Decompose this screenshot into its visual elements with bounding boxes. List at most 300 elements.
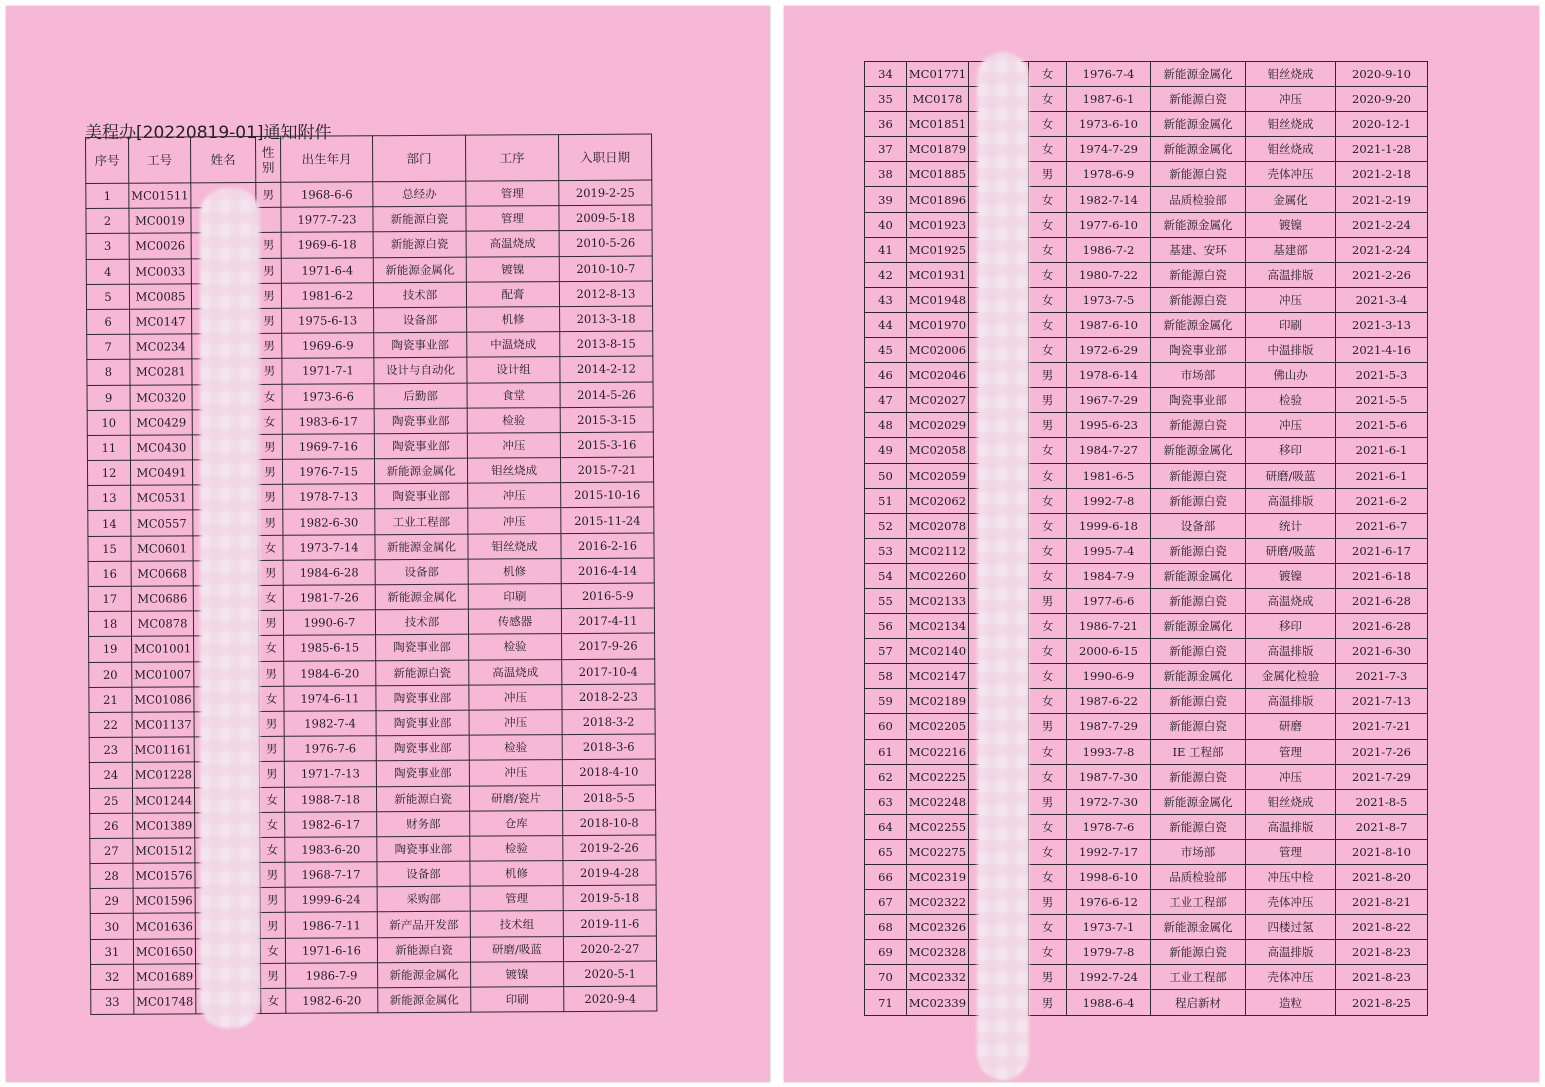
table-row — [87, 457, 653, 486]
cell-process: 印刷 — [468, 584, 561, 610]
table-row — [88, 558, 654, 587]
cell-birth-date: 1973-6-10 — [1067, 112, 1151, 137]
cell-employee-id: MC02248 — [907, 789, 969, 814]
table-row — [87, 382, 653, 411]
cell-index: 7 — [87, 334, 130, 359]
cell-gender: 男 — [259, 736, 284, 761]
cell-department: 新能源金属化 — [374, 458, 467, 484]
cell-process: 研磨/吸蓝 — [1246, 463, 1336, 488]
cell-department: 设备部 — [374, 307, 467, 333]
cell-birth-date: 1971-6-4 — [281, 257, 373, 283]
cell-birth-date: 1969-6-9 — [282, 333, 374, 359]
cell-birth-date: 1978-7-6 — [1067, 814, 1151, 839]
table-row — [86, 205, 652, 234]
cell-employee-id: MC02147 — [907, 664, 969, 689]
cell-index: 1 — [86, 183, 129, 208]
table-row — [865, 614, 1428, 639]
cell-hire-date: 2019-11-6 — [563, 910, 656, 936]
cell-department: 陶瓷事业部 — [377, 836, 470, 862]
cell-hire-date: 2010-5-26 — [559, 230, 652, 256]
table-row — [87, 432, 653, 461]
cell-employee-id: MC01748 — [134, 989, 196, 1015]
cell-department: 陶瓷事业部 — [374, 332, 467, 358]
cell-department: 新能源白瓷 — [1151, 588, 1246, 613]
cell-hire-date: 2021-7-3 — [1336, 664, 1428, 689]
cell-process: 金属化 — [1246, 187, 1336, 212]
cell-process: 管理 — [466, 181, 559, 207]
cell-gender: 女 — [260, 812, 285, 837]
name-redaction-blur — [977, 52, 1029, 1080]
cell-employee-id: MC0557 — [131, 510, 193, 536]
cell-employee-id: MC0878 — [131, 611, 193, 637]
cell-gender: 女 — [257, 409, 282, 434]
cell-gender: 男 — [258, 610, 283, 635]
header-hire-date: 入职日期 — [558, 134, 651, 181]
cell-department: 新能源白瓷 — [1151, 262, 1246, 287]
cell-index: 43 — [865, 287, 907, 312]
cell-hire-date: 2021-1-28 — [1336, 137, 1428, 162]
cell-gender: 女 — [1029, 614, 1067, 639]
table-row — [89, 684, 655, 713]
cell-hire-date: 2021-2-18 — [1336, 162, 1428, 187]
cell-employee-id: MC0686 — [131, 586, 193, 612]
cell-department: 新能源白瓷 — [1151, 463, 1246, 488]
table-row — [865, 287, 1428, 312]
cell-hire-date: 2016-5-9 — [561, 583, 654, 609]
cell-employee-id: MC01885 — [907, 162, 969, 187]
table-row — [865, 112, 1428, 137]
cell-gender: 男 — [1029, 588, 1067, 613]
cell-gender: 男 — [257, 359, 282, 384]
cell-index: 54 — [865, 563, 907, 588]
cell-department: 新能源金属化 — [1151, 563, 1246, 588]
cell-process: 冲压 — [1246, 87, 1336, 112]
cell-process: 佛山办 — [1246, 363, 1336, 388]
cell-department: 新能源白瓷 — [1151, 764, 1246, 789]
cell-employee-id: MC02112 — [907, 538, 969, 563]
cell-employee-id: MC01650 — [133, 938, 195, 964]
cell-hire-date: 2021-6-7 — [1336, 513, 1428, 538]
cell-birth-date: 1975-6-13 — [282, 308, 374, 334]
cell-index: 5 — [86, 284, 129, 309]
name-redaction-blur — [200, 188, 260, 1028]
table-row — [86, 256, 652, 285]
cell-process: 金属化检验 — [1246, 664, 1336, 689]
employee-table-left — [85, 134, 657, 1016]
cell-birth-date: 1992-7-24 — [1067, 965, 1151, 990]
cell-birth-date: 1993-7-8 — [1067, 739, 1151, 764]
table-row — [865, 839, 1428, 864]
table-row — [88, 533, 654, 562]
cell-index: 34 — [865, 62, 907, 87]
cell-birth-date: 1986-7-11 — [285, 912, 377, 938]
cell-gender: 女 — [1029, 639, 1067, 664]
cell-process: 高温烧成 — [466, 231, 559, 257]
cell-gender: 女 — [1029, 212, 1067, 237]
cell-employee-id: MC01931 — [907, 262, 969, 287]
cell-birth-date: 1971-7-13 — [284, 761, 376, 787]
cell-department: 设备部 — [377, 861, 470, 887]
cell-birth-date: 1986-7-9 — [286, 963, 378, 989]
cell-process: 传感器 — [468, 609, 561, 635]
cell-hire-date: 2021-2-26 — [1336, 262, 1428, 287]
table-row — [91, 961, 657, 990]
cell-gender: 男 — [259, 762, 284, 787]
cell-gender: 女 — [1029, 338, 1067, 363]
table-row — [865, 312, 1428, 337]
cell-gender: 女 — [259, 686, 284, 711]
cell-process: 高温排版 — [1246, 488, 1336, 513]
cell-department: 陶瓷事业部 — [376, 735, 469, 761]
cell-hire-date: 2015-10-16 — [561, 482, 654, 508]
cell-hire-date: 2018-4-10 — [562, 759, 655, 785]
table-row — [865, 990, 1428, 1015]
cell-hire-date: 2021-8-7 — [1336, 814, 1428, 839]
cell-process: 研磨 — [1246, 714, 1336, 739]
cell-index: 67 — [865, 890, 907, 915]
cell-gender: 男 — [256, 258, 281, 283]
table-row — [88, 583, 654, 612]
cell-hire-date: 2021-6-28 — [1336, 614, 1428, 639]
header-gender: 性别 — [255, 136, 280, 182]
header-name: 姓名 — [191, 136, 256, 182]
cell-gender: 男 — [259, 661, 284, 686]
cell-gender: 男 — [260, 888, 285, 913]
cell-birth-date: 1973-7-5 — [1067, 287, 1151, 312]
table-row — [865, 789, 1428, 814]
document-title: 美程办[20220819-01]通知附件 — [85, 123, 332, 143]
cell-hire-date: 2020-2-27 — [563, 936, 656, 962]
cell-process: 冲压 — [467, 432, 560, 458]
cell-process: 高温排版 — [1246, 689, 1336, 714]
cell-gender: 女 — [1029, 112, 1067, 137]
cell-hire-date: 2021-8-5 — [1336, 789, 1428, 814]
cell-gender: 女 — [1029, 940, 1067, 965]
cell-index: 12 — [87, 460, 130, 485]
cell-department: 陶瓷事业部 — [1151, 388, 1246, 413]
cell-gender: 女 — [1029, 262, 1067, 287]
table-row — [865, 890, 1428, 915]
table-row — [865, 714, 1428, 739]
cell-index: 61 — [865, 739, 907, 764]
cell-process: 技术组 — [470, 911, 563, 937]
cell-employee-id: MC01007 — [132, 661, 194, 687]
cell-department: 新能源白瓷 — [376, 660, 469, 686]
cell-index: 8 — [87, 360, 130, 385]
table-row — [86, 230, 652, 259]
cell-birth-date: 1987-7-30 — [1067, 764, 1151, 789]
cell-employee-id: MC01576 — [133, 863, 195, 889]
cell-gender: 男 — [261, 963, 286, 988]
cell-index: 66 — [865, 865, 907, 890]
cell-birth-date: 1976-7-15 — [282, 459, 374, 485]
table-row — [865, 388, 1428, 413]
table-row — [865, 865, 1428, 890]
cell-employee-id: MC01771 — [907, 62, 969, 87]
cell-birth-date: 1982-6-17 — [285, 811, 377, 837]
cell-process: 印刷 — [1246, 312, 1336, 337]
cell-department: 采购部 — [377, 886, 470, 912]
cell-birth-date: 1984-6-20 — [284, 660, 376, 686]
cell-department: 陶瓷事业部 — [1151, 338, 1246, 363]
cell-department: 品质检验部 — [1151, 865, 1246, 890]
cell-process: 冲压 — [469, 710, 562, 736]
cell-process: 高温排版 — [1246, 814, 1336, 839]
cell-process: 印刷 — [471, 987, 564, 1013]
cell-department: 新能源金属化 — [378, 987, 471, 1013]
table-row — [87, 306, 653, 335]
cell-process: 冲压 — [1246, 287, 1336, 312]
cell-index: 30 — [90, 914, 133, 939]
cell-department: 新能源白瓷 — [1151, 689, 1246, 714]
cell-gender: 女 — [1029, 513, 1067, 538]
cell-index: 45 — [865, 338, 907, 363]
cell-hire-date: 2021-5-3 — [1336, 363, 1428, 388]
cell-hire-date: 2021-8-20 — [1336, 865, 1428, 890]
cell-birth-date: 1986-7-2 — [1067, 237, 1151, 262]
cell-hire-date: 2021-6-28 — [1336, 588, 1428, 613]
cell-index: 21 — [89, 687, 132, 712]
cell-gender: 男 — [260, 913, 285, 938]
table-row — [90, 885, 656, 914]
table-row — [865, 212, 1428, 237]
cell-employee-id: MC02062 — [907, 488, 969, 513]
header-employee-id: 工号 — [129, 137, 191, 183]
cell-employee-id: MC0234 — [130, 334, 192, 360]
cell-department: 市场部 — [1151, 839, 1246, 864]
cell-birth-date: 1969-7-16 — [282, 434, 374, 460]
cell-birth-date: 1995-6-23 — [1067, 413, 1151, 438]
table-row — [865, 940, 1428, 965]
cell-index: 40 — [865, 212, 907, 237]
cell-employee-id: MC0430 — [130, 435, 192, 461]
cell-employee-id: MC02326 — [907, 915, 969, 940]
cell-employee-id: MC02027 — [907, 388, 969, 413]
cell-index: 64 — [865, 814, 907, 839]
cell-birth-date: 1992-7-17 — [1067, 839, 1151, 864]
cell-gender: 男 — [1029, 363, 1067, 388]
table-row — [865, 513, 1428, 538]
header-index: 序号 — [86, 137, 129, 183]
cell-birth-date: 1978-6-14 — [1067, 363, 1151, 388]
cell-index: 26 — [90, 813, 133, 838]
cell-department: 新能源白瓷 — [377, 937, 470, 963]
cell-index: 9 — [87, 385, 130, 410]
cell-index: 37 — [865, 137, 907, 162]
cell-employee-id: MC02328 — [907, 940, 969, 965]
cell-index: 42 — [865, 262, 907, 287]
cell-hire-date: 2018-5-5 — [562, 785, 655, 811]
cell-process: 配膏 — [466, 281, 559, 307]
cell-employee-id: MC0668 — [131, 561, 193, 587]
cell-process: 研磨/吸蓝 — [470, 936, 563, 962]
cell-hire-date: 2021-8-21 — [1336, 890, 1428, 915]
cell-gender: 男 — [1029, 714, 1067, 739]
table-row — [865, 137, 1428, 162]
cell-index: 53 — [865, 538, 907, 563]
cell-birth-date: 1981-6-2 — [281, 282, 373, 308]
cell-department: 陶瓷事业部 — [374, 408, 467, 434]
cell-employee-id: MC02339 — [907, 990, 969, 1015]
cell-gender: 男 — [256, 182, 281, 207]
cell-employee-id: MC02255 — [907, 814, 969, 839]
table-row — [90, 860, 656, 889]
cell-department: 技术部 — [373, 282, 466, 308]
cell-employee-id: MC0491 — [130, 460, 192, 486]
table-row — [865, 739, 1428, 764]
cell-index: 59 — [865, 689, 907, 714]
cell-hire-date: 2021-7-13 — [1336, 689, 1428, 714]
cell-birth-date: 1973-7-14 — [283, 534, 375, 560]
cell-gender: 女 — [1029, 87, 1067, 112]
cell-employee-id: MC01389 — [133, 813, 195, 839]
cell-index: 24 — [89, 763, 132, 788]
cell-index: 70 — [865, 965, 907, 990]
cell-employee-id: MC01511 — [129, 183, 191, 209]
table-row — [865, 488, 1428, 513]
cell-hire-date: 2019-2-26 — [563, 835, 656, 861]
cell-employee-id: MC02059 — [907, 463, 969, 488]
cell-hire-date: 2016-4-14 — [561, 558, 654, 584]
cell-birth-date: 1999-6-24 — [285, 887, 377, 913]
cell-index: 6 — [87, 309, 130, 334]
cell-hire-date: 2021-6-30 — [1336, 639, 1428, 664]
cell-department: 工业工程部 — [375, 509, 468, 535]
cell-gender: 男 — [259, 711, 284, 736]
cell-department: 新能源金属化 — [1151, 915, 1246, 940]
table-row — [88, 482, 654, 511]
cell-hire-date: 2013-8-15 — [560, 331, 653, 357]
cell-gender: 女 — [1029, 312, 1067, 337]
cell-hire-date: 2018-3-2 — [562, 709, 655, 735]
table-row — [89, 709, 655, 738]
cell-hire-date: 2021-3-4 — [1336, 287, 1428, 312]
cell-index: 51 — [865, 488, 907, 513]
employee-table-right — [864, 61, 1428, 1016]
cell-gender: 女 — [1029, 739, 1067, 764]
cell-process: 基建部 — [1246, 237, 1336, 262]
table-row — [865, 162, 1428, 187]
cell-process: 高温排版 — [1246, 639, 1336, 664]
cell-gender: 女 — [258, 585, 283, 610]
cell-gender: 男 — [257, 459, 282, 484]
cell-gender: 女 — [259, 787, 284, 812]
cell-hire-date: 2019-4-28 — [563, 860, 656, 886]
cell-index: 65 — [865, 839, 907, 864]
cell-employee-id: MC02029 — [907, 413, 969, 438]
table-row — [865, 62, 1428, 87]
cell-birth-date: 1979-7-8 — [1067, 940, 1151, 965]
cell-hire-date: 2014-2-12 — [560, 356, 653, 382]
cell-birth-date: 1983-6-20 — [285, 837, 377, 863]
cell-process: 镀镍 — [1246, 563, 1336, 588]
cell-employee-id: MC0085 — [129, 284, 191, 310]
cell-hire-date: 2021-8-23 — [1336, 940, 1428, 965]
cell-index: 20 — [89, 662, 132, 687]
cell-department: 新能源金属化 — [1151, 789, 1246, 814]
table-row — [865, 965, 1428, 990]
cell-department: 市场部 — [1151, 363, 1246, 388]
cell-birth-date: 1977-6-6 — [1067, 588, 1151, 613]
cell-process: 机修 — [470, 861, 563, 887]
cell-birth-date: 1987-6-1 — [1067, 87, 1151, 112]
cell-process: 研磨/吸蓝 — [1246, 538, 1336, 563]
cell-employee-id: MC02319 — [907, 865, 969, 890]
table-row — [91, 986, 657, 1015]
cell-birth-date: 1984-6-28 — [283, 560, 375, 586]
cell-gender: 男 — [260, 862, 285, 887]
cell-department: IE 工程部 — [1151, 739, 1246, 764]
cell-gender: 女 — [1029, 287, 1067, 312]
cell-employee-id: MC01137 — [132, 712, 194, 738]
cell-gender: 男 — [1029, 965, 1067, 990]
cell-process: 钼丝烧成 — [1246, 789, 1336, 814]
cell-gender: 女 — [1029, 438, 1067, 463]
cell-birth-date: 1986-7-21 — [1067, 614, 1151, 639]
cell-gender: 女 — [1029, 488, 1067, 513]
cell-index: 4 — [86, 259, 129, 284]
cell-index: 31 — [90, 939, 133, 964]
cell-birth-date: 1999-6-18 — [1067, 513, 1151, 538]
table-row — [89, 659, 655, 688]
cell-department: 设备部 — [1151, 513, 1246, 538]
cell-gender: 男 — [257, 333, 282, 358]
cell-hire-date: 2010-10-7 — [559, 256, 652, 282]
cell-employee-id: MC02046 — [907, 363, 969, 388]
cell-birth-date: 1987-6-22 — [1067, 689, 1151, 714]
table-row — [865, 639, 1428, 664]
table-row — [89, 734, 655, 763]
cell-index: 35 — [865, 87, 907, 112]
cell-hire-date: 2021-6-1 — [1336, 463, 1428, 488]
cell-hire-date: 2018-2-23 — [562, 684, 655, 710]
cell-birth-date: 1984-7-9 — [1067, 563, 1151, 588]
cell-hire-date: 2021-6-2 — [1336, 488, 1428, 513]
cell-process: 镀镍 — [1246, 212, 1336, 237]
cell-process: 壳体冲压 — [1246, 890, 1336, 915]
cell-hire-date: 2020-12-1 — [1336, 112, 1428, 137]
table-row — [865, 563, 1428, 588]
cell-index: 62 — [865, 764, 907, 789]
cell-process: 高温排版 — [1246, 940, 1336, 965]
cell-hire-date: 2021-4-16 — [1336, 338, 1428, 363]
cell-hire-date: 2020-9-4 — [564, 986, 657, 1012]
cell-process: 中温排版 — [1246, 338, 1336, 363]
table-row — [865, 413, 1428, 438]
cell-process: 造粒 — [1246, 990, 1336, 1015]
table-row — [865, 237, 1428, 262]
cell-hire-date: 2021-8-25 — [1336, 990, 1428, 1015]
cell-department: 新能源白瓷 — [1151, 814, 1246, 839]
cell-index: 13 — [88, 485, 131, 510]
cell-hire-date: 2015-11-24 — [561, 507, 654, 533]
cell-index: 15 — [88, 536, 131, 561]
cell-employee-id: MC01161 — [132, 737, 194, 763]
cell-birth-date: 1971-6-16 — [285, 937, 377, 963]
cell-gender: 女 — [1029, 237, 1067, 262]
cell-process: 冲压 — [468, 483, 561, 509]
cell-employee-id: MC01596 — [133, 888, 195, 914]
cell-gender: 女 — [1029, 689, 1067, 714]
cell-department: 新能源金属化 — [373, 257, 466, 283]
cell-employee-id: MC0026 — [129, 233, 191, 259]
cell-employee-id: MC02140 — [907, 639, 969, 664]
cell-hire-date: 2013-3-18 — [560, 306, 653, 332]
cell-employee-id: MC01244 — [132, 787, 194, 813]
cell-employee-id: MC02134 — [907, 614, 969, 639]
cell-hire-date: 2015-7-21 — [560, 457, 653, 483]
cell-index: 25 — [89, 788, 132, 813]
